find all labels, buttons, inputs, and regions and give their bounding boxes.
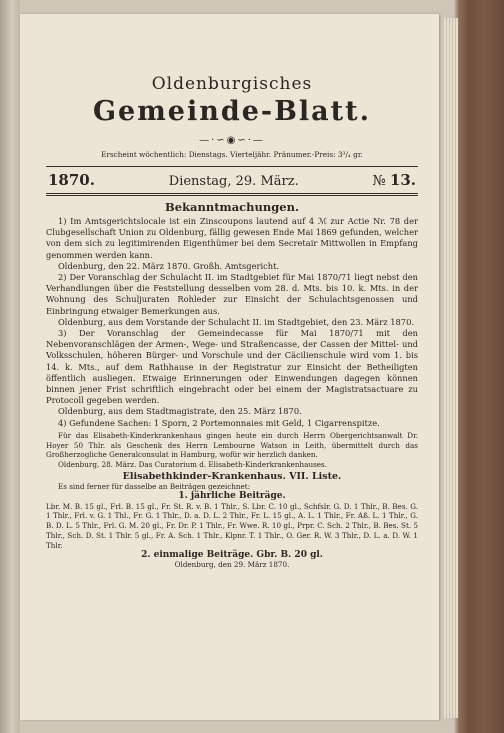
publication-info: Erscheint wöchentlich: Dienstags. Vierteljähr. Pränumer.-Preis: 3³/₄ gr. — [101, 150, 363, 159]
issue-number-block — [373, 171, 417, 189]
section-title: Bekanntmachungen. — [165, 200, 299, 214]
notice-1: 1) Im Amtsgerichtslocale ist ein Zinscoupons lautend auf 4 ℳ zur Actie Nr. 78 der Clubgesellschaft Union zu Oldenburg, fällig gewesen Ende Mai 1869 gefunden, welcher von dem sich zu legitimirenden Eigenthümer bei dem Secretair Mittwollen in Empfang genommen werden kann. — [46, 216, 418, 260]
notice-3-signature: Oldenburg, aus dem Stadtmagistrate, den 25. März 1870. — [58, 406, 302, 417]
donation-text: Für das Elisabeth-Kinderkrankenhaus gingen heute ein durch Herrn Obergerichtsanwalt Dr. Hoyer 50 Thlr. als Geschenk des Herrn Lembourne Watson in Leith, übermittelt durch das Großherzogliche Generalconsulat in Hamburg, wofür wir herzlich danken. — [46, 430, 418, 460]
book-spine — [454, 0, 504, 733]
rule-double — [46, 193, 418, 196]
issue-number: 13. — [389, 171, 416, 189]
single-heading: 2. einmalige Beiträge. Gbr. B. 20 gl. — [141, 549, 323, 560]
masthead-subtitle: Oldenburgisches — [151, 74, 313, 94]
issue-line — [46, 167, 418, 193]
notice-4: 4) Gefundene Sachen: 1 Sporn, 2 Portemonnaies mit Geld, 1 Cigarrenspitze. — [58, 417, 380, 428]
numero-icon: № — [372, 173, 386, 189]
masthead-title: Gemeinde-Blatt. — [92, 96, 372, 127]
book-gutter-left — [0, 0, 20, 733]
ornament-divider: —·∽◉∽·— — [199, 135, 265, 146]
donation-signature: Oldenburg, 28. März. Das Curatorium d. Elisabeth-Kinderkrankenhauses. — [58, 460, 327, 470]
annual-contributions: Lbr. M. B. 15 gl., Frl. B. 15 gl., Fr. St. R. v. B. 1 Thlr., S. Lbr. C. 10 gl., Schfslr. G. D. 1 Thlr., B. Bes. G. 1 Thlr., Frl. v. G. 1 Thl., Fr. G. 1 Thlr., D. a. D. L. 2 Thlr., Fr. L. 15 gl., A. L. 1 Thlr., Fr. Aß. L. 1 Thlr., G. B. D. L. 5 Thlr., Frl. G. M. 20 gl., Fr. Dr. P. 1 Thlr., Fr. Wwe. R. 10 gl., Prpr. C. Sch. 2 Thlr., B. Bes. St. 5 Thlr., Sch. D. St. 1 Thlr. 5 gl., Fr. A. Sch. 1 Thlr., Klpnr. T. 1 Thlr., O. Ger. R. W. 3 Thlr., D. L. a. D. W. 1 Thlr. — [46, 501, 418, 550]
newspaper-page — [20, 14, 439, 720]
page-edges — [444, 18, 458, 718]
page-content — [46, 74, 418, 570]
closing-date: Oldenburg, den 29. März 1870. — [174, 560, 290, 570]
list-heading: Elisabethkinder-Krankenhaus. VII. Liste. — [122, 471, 342, 483]
list-intro: Es sind ferner für dasselbe an Beiträgen gezeichnet: — [58, 482, 251, 492]
notice-2: 2) Der Voranschlag der Schulacht II. im Stadtgebiet für Mai 1870/71 liegt nebst den Verhandlungen über die Feststellung desselben vom 28. d. Mts. bis 10. k. Mts. in der Wohnung des Schuljuraten Rohleder zur Einsicht der Schulachtsgenossen und Einbringung etwaiger Bemerkungen aus. — [46, 272, 418, 316]
notice-1-signature: Oldenburg, den 22. März 1870. Großh. Amtsgericht. — [58, 260, 280, 271]
issue-date: Dienstag, 29. März. — [168, 174, 299, 189]
annual-heading: 1. jährliche Beiträge. — [178, 490, 286, 501]
notice-2-signature: Oldenburg, aus dem Vorstande der Schulacht II. im Stadtgebiet, den 23. März 1870. — [58, 316, 414, 327]
issue-year: 1870. — [48, 171, 95, 189]
notice-3: 3) Der Voranschlag der Gemeindecasse für Mai 1870/71 mit den Nebenvoranschlägen der Armen-, Wege- und Straßencasse, der Cassen der Mittel- und Volksschulen, höheren Bürger- und Vorschule und der Cäcilienschule wird vom 1. bis 14. k. Mts., auf dem Rathhause in der Registratur zur Einsicht der Betheiligten öffentlich ausliegen. Etwaige Erinnerungen oder Einwendungen dagegen können binnen jener Frist schriftlich eingebracht oder bei einem der Magistratsactuare zu Protocoll gegeben werden. — [46, 328, 418, 406]
